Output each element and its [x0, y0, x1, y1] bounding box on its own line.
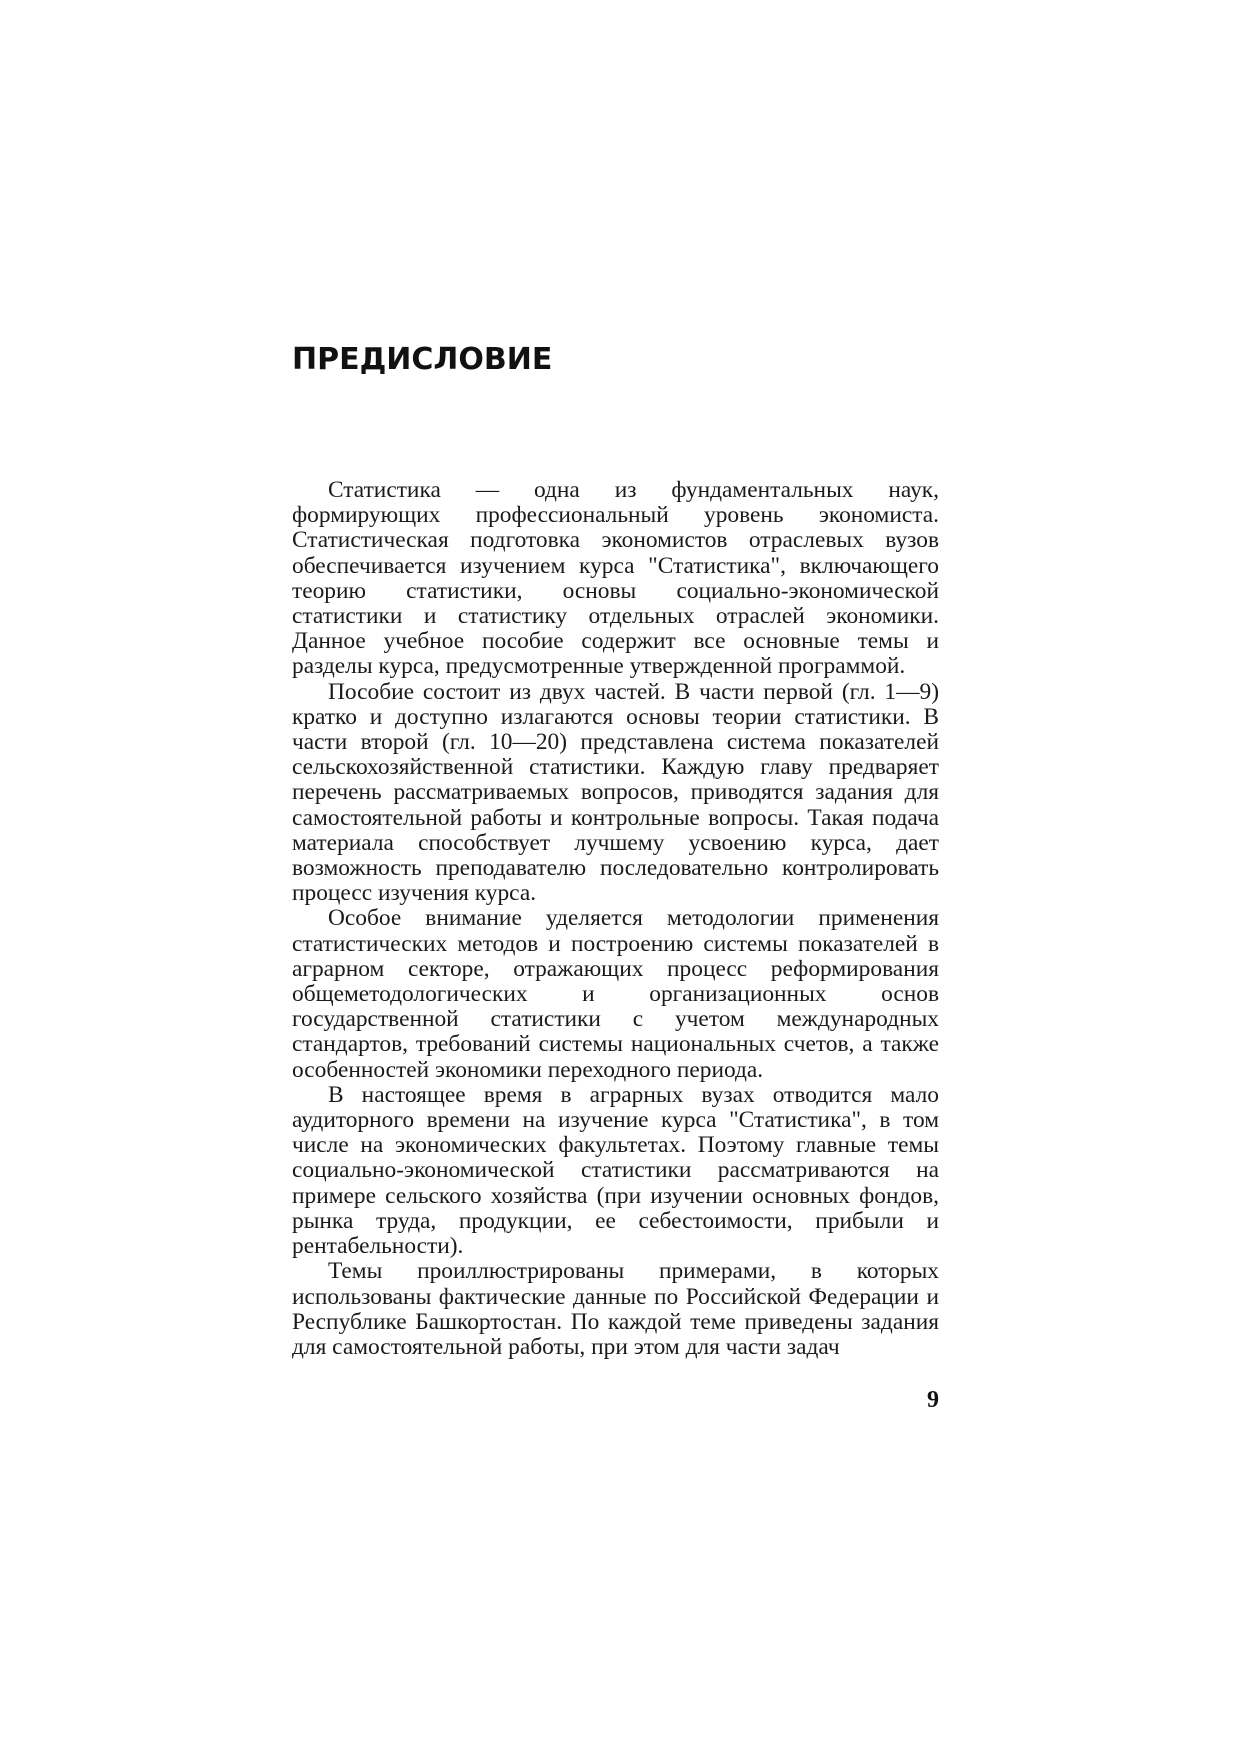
paragraph-4: В настоящее время в аграрных вузах отводится мало аудиторного времени на изучение курса "Статистика", в том числе на экономических факультетах. Поэтому главные темы социально-экономической статистики рассматриваются на примере сельского хозяйства (при изучении основных фондов, рынка труда, продукции, ее себестоимости, прибыли и рентабельности).: [292, 1081, 939, 1260]
page-number: 9: [927, 1387, 939, 1413]
paragraph-1: Статистика — одна из фундаментальных наук, формирующих профессиональный уровень экономиста. Статистическая подготовка экономистов отраслевых вузов обеспечивается изучением курса "Статистика", включающего теорию статистики, основы социально-экономической статистики и статистику отдельных отраслей экономики. Данное учебное пособие содержит все основные темы и разделы курса, предусмотренные утвержденной программой.: [292, 477, 939, 680]
preface-body: [292, 478, 939, 1360]
paragraph-3: Особое внимание уделяется методологии применения статистических методов и построению системы показателей в аграрном секторе, отражающих процесс реформирования общеметодологических и организационных основ государственной статистики с учетом международных стандартов, требований системы национальных счетов, а также особенностей экономики переходного периода.: [292, 905, 939, 1083]
chapter-heading: ПРЕДИСЛОВИЕ: [292, 342, 553, 377]
paragraph-2: Пособие состоит из двух частей. В части первой (гл. 1—9) кратко и доступно излагаются основы теории статистики. В части второй (гл. 10—20) представлена система показателей сельскохозяйственной статистики. Каждую главу предваряет перечень рассматриваемых вопросов, приводятся задания для самостоятельной работы и контрольные вопросы. Такая подача материала способствует лучшему усвоению курса, дает возможность преподавателю последовательно контролировать процесс изучения курса.: [292, 678, 939, 907]
paragraph-5: Темы проиллюстрированы примерами, в которых использованы фактические данные по Российской Федерации и Республике Башкортостан. По каждой теме приведены задания для самостоятельной работы, при этом для части задач: [292, 1258, 939, 1360]
